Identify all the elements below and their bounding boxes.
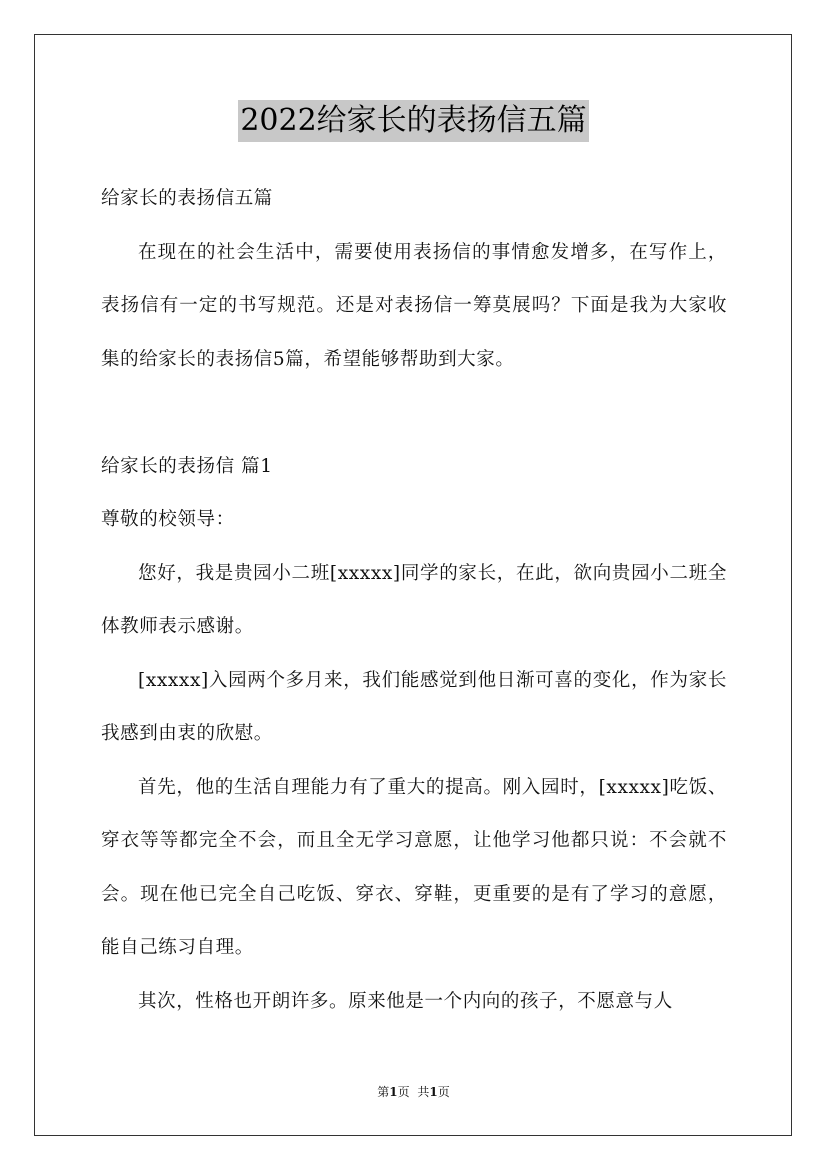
- body-paragraph: 您好，我是贵园小二班[xxxxx]同学的家长，在此，欲向贵园小二班全体教师表示感谢。: [101, 562, 727, 637]
- document-body: [101, 172, 727, 1028]
- total-pages: 1: [429, 1085, 438, 1099]
- page-number: 1: [389, 1085, 398, 1099]
- page-suffix: 页: [397, 1085, 410, 1099]
- salutation: 尊敬的校领导：: [101, 509, 235, 530]
- intro-paragraph: 在现在的社会生活中，需要使用表扬信的事情愈发增多，在写作上，表扬信有一定的书写规范。还是对表扬信一筹莫展吗？下面是我为大家收集的给家长的表扬信5篇，希望能够帮助到大家。: [101, 241, 727, 370]
- total-suffix: 页: [437, 1085, 450, 1099]
- title-container: [0, 100, 827, 142]
- section-heading: 给家长的表扬信 篇1: [101, 455, 273, 477]
- body-paragraph: 首先，他的生活自理能力有了重大的提高。刚入园时，[xxxxx]吃饭、穿衣等等都完全不会，而且全无学习意愿，让他学习他都只说：不会就不会。现在他已完全自己吃饭、穿衣、穿鞋，更重要的是有了学习的意愿，能自己练习自理。: [101, 776, 727, 958]
- page-footer: [0, 1083, 827, 1101]
- body-paragraph: [xxxxx]入园两个多月来，我们能感觉到他日渐可喜的变化，作为家长我感到由衷的欣慰。: [101, 669, 727, 744]
- page-prefix: 第: [377, 1085, 390, 1099]
- document-title: 2022给家长的表扬信五篇: [238, 100, 588, 142]
- total-prefix: 共: [417, 1085, 430, 1099]
- body-paragraph: 其次，性格也开朗许多。原来他是一个内向的孩子，不愿意与人: [138, 990, 673, 1012]
- subtitle-paragraph: 给家长的表扬信五篇: [101, 188, 273, 209]
